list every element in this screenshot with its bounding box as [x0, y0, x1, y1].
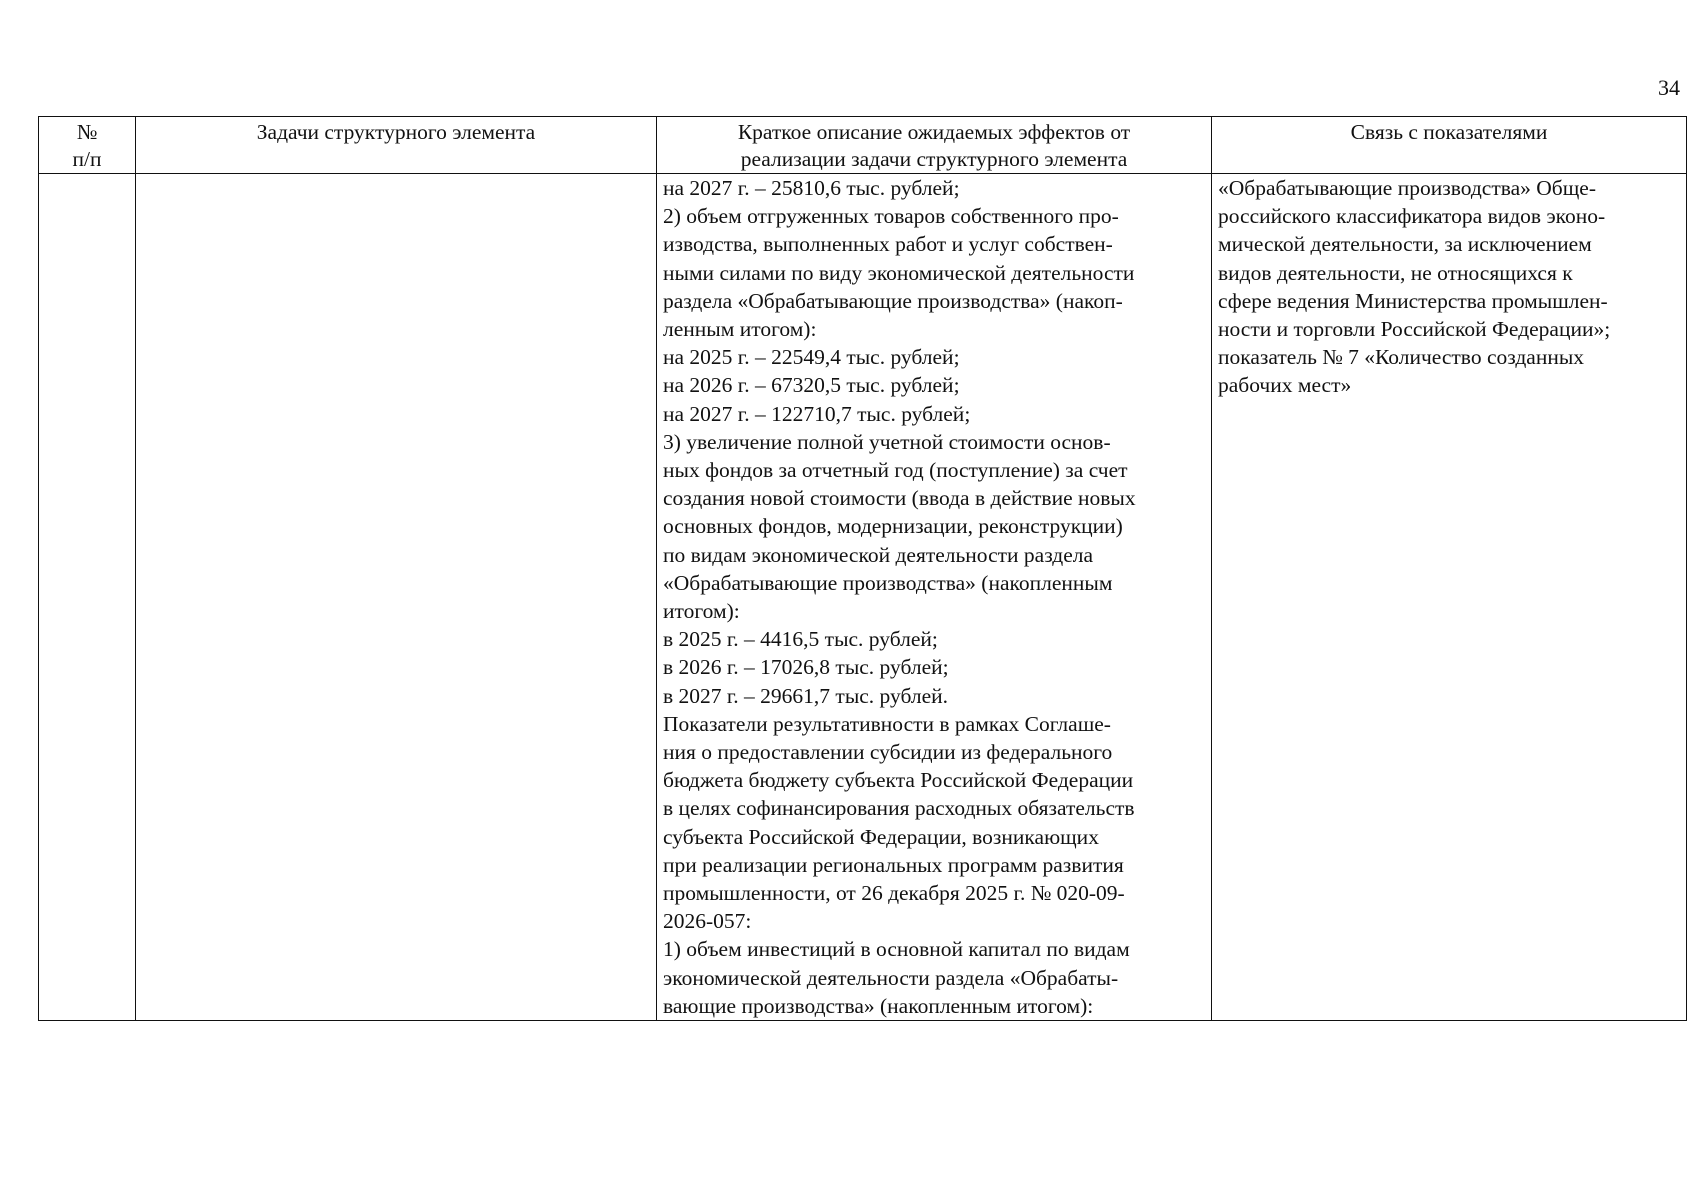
page-number: 34 — [1658, 75, 1680, 100]
description-line: при реализации региональных программ развития — [663, 852, 1124, 877]
description-line: итогом): — [663, 599, 740, 624]
structural-element-table — [38, 116, 1687, 1021]
header-task: Задачи структурного элемента — [136, 117, 657, 174]
header-number-line: п/п — [72, 147, 102, 171]
header-description — [657, 117, 1212, 174]
description-line: в 2025 г. – 4416,5 тыс. рублей; — [663, 627, 938, 652]
description-line: ных фондов за отчетный год (поступление) за счет — [663, 458, 1128, 483]
description-line: ленным итогом): — [663, 317, 817, 342]
description-line: основных фондов, модернизации, реконструкции) — [663, 514, 1123, 539]
description-line: 2) объем отгруженных товаров собственного про- — [663, 204, 1119, 229]
header-number-line: № — [76, 120, 98, 144]
description-line: по видам экономической деятельности раздела — [663, 542, 1094, 567]
cell-task — [136, 174, 657, 1021]
description-line: в 2027 г. – 29661,7 тыс. рублей. — [663, 683, 949, 708]
description-line: ными силами по виду экономической деятельности — [663, 260, 1135, 285]
description-line: создания новой стоимости (ввода в действие новых — [663, 486, 1136, 511]
description-line: изводства, выполненных работ и услуг собствен- — [663, 232, 1113, 257]
link-line: сфере ведения Министерства промышлен- — [1218, 288, 1608, 313]
description-line: «Обрабатывающие производства» (накопленным — [663, 570, 1113, 595]
description-line: в 2026 г. – 17026,8 тыс. рублей; — [663, 655, 949, 680]
description-line: промышленности, от 26 декабря 2025 г. № 020-09- — [663, 881, 1125, 906]
cell-description — [657, 174, 1212, 1021]
link-line: «Обрабатывающие производства» Обще- — [1218, 176, 1597, 200]
description-line: Показатели результативности в рамках Соглаше- — [663, 711, 1111, 736]
header-link: Связь с показателями — [1212, 117, 1687, 174]
header-number — [39, 117, 136, 174]
description-line: вающие производства» (накопленным итогом): — [663, 993, 1094, 1018]
header-description-line: Краткое описание ожидаемых эффектов от — [737, 120, 1131, 144]
link-line: рабочих мест» — [1218, 373, 1352, 398]
table-header-row — [39, 117, 1687, 174]
description-line: экономической деятельности раздела «Обрабаты- — [663, 965, 1119, 990]
description-line: на 2027 г. – 122710,7 тыс. рублей; — [663, 401, 971, 426]
header-description-line: реализации задачи структурного элемента — [740, 147, 1128, 171]
description-line: ния о предоставлении субсидии из федерального — [663, 740, 1113, 765]
table-row — [39, 174, 1687, 1021]
cell-indicator-link — [1212, 174, 1687, 1021]
description-line: на 2027 г. – 25810,6 тыс. рублей; — [663, 176, 960, 200]
link-line: мической деятельности, за исключением — [1218, 232, 1592, 257]
description-line: 1) объем инвестиций в основной капитал по видам — [663, 937, 1130, 962]
link-line: ности и торговли Российской Федерации»; — [1218, 317, 1611, 342]
link-line: видов деятельности, не относящихся к — [1218, 260, 1573, 285]
description-line: 3) увеличение полной учетной стоимости основ- — [663, 429, 1111, 454]
description-line: 2026-057: — [663, 909, 752, 934]
description-line: субъекта Российской Федерации, возникающих — [663, 824, 1099, 849]
description-line: на 2025 г. – 22549,4 тыс. рублей; — [663, 345, 960, 370]
description-line: раздела «Обрабатывающие производства» (накоп- — [663, 288, 1123, 313]
link-line: российского классификатора видов эконо- — [1218, 204, 1606, 229]
link-line: показатель № 7 «Количество созданных — [1218, 345, 1585, 370]
description-line: на 2026 г. – 67320,5 тыс. рублей; — [663, 373, 960, 398]
description-line: в целях софинансирования расходных обязательств — [663, 796, 1135, 821]
description-line: бюджета бюджету субъекта Российской Федерации — [663, 768, 1134, 793]
cell-number — [39, 174, 136, 1021]
